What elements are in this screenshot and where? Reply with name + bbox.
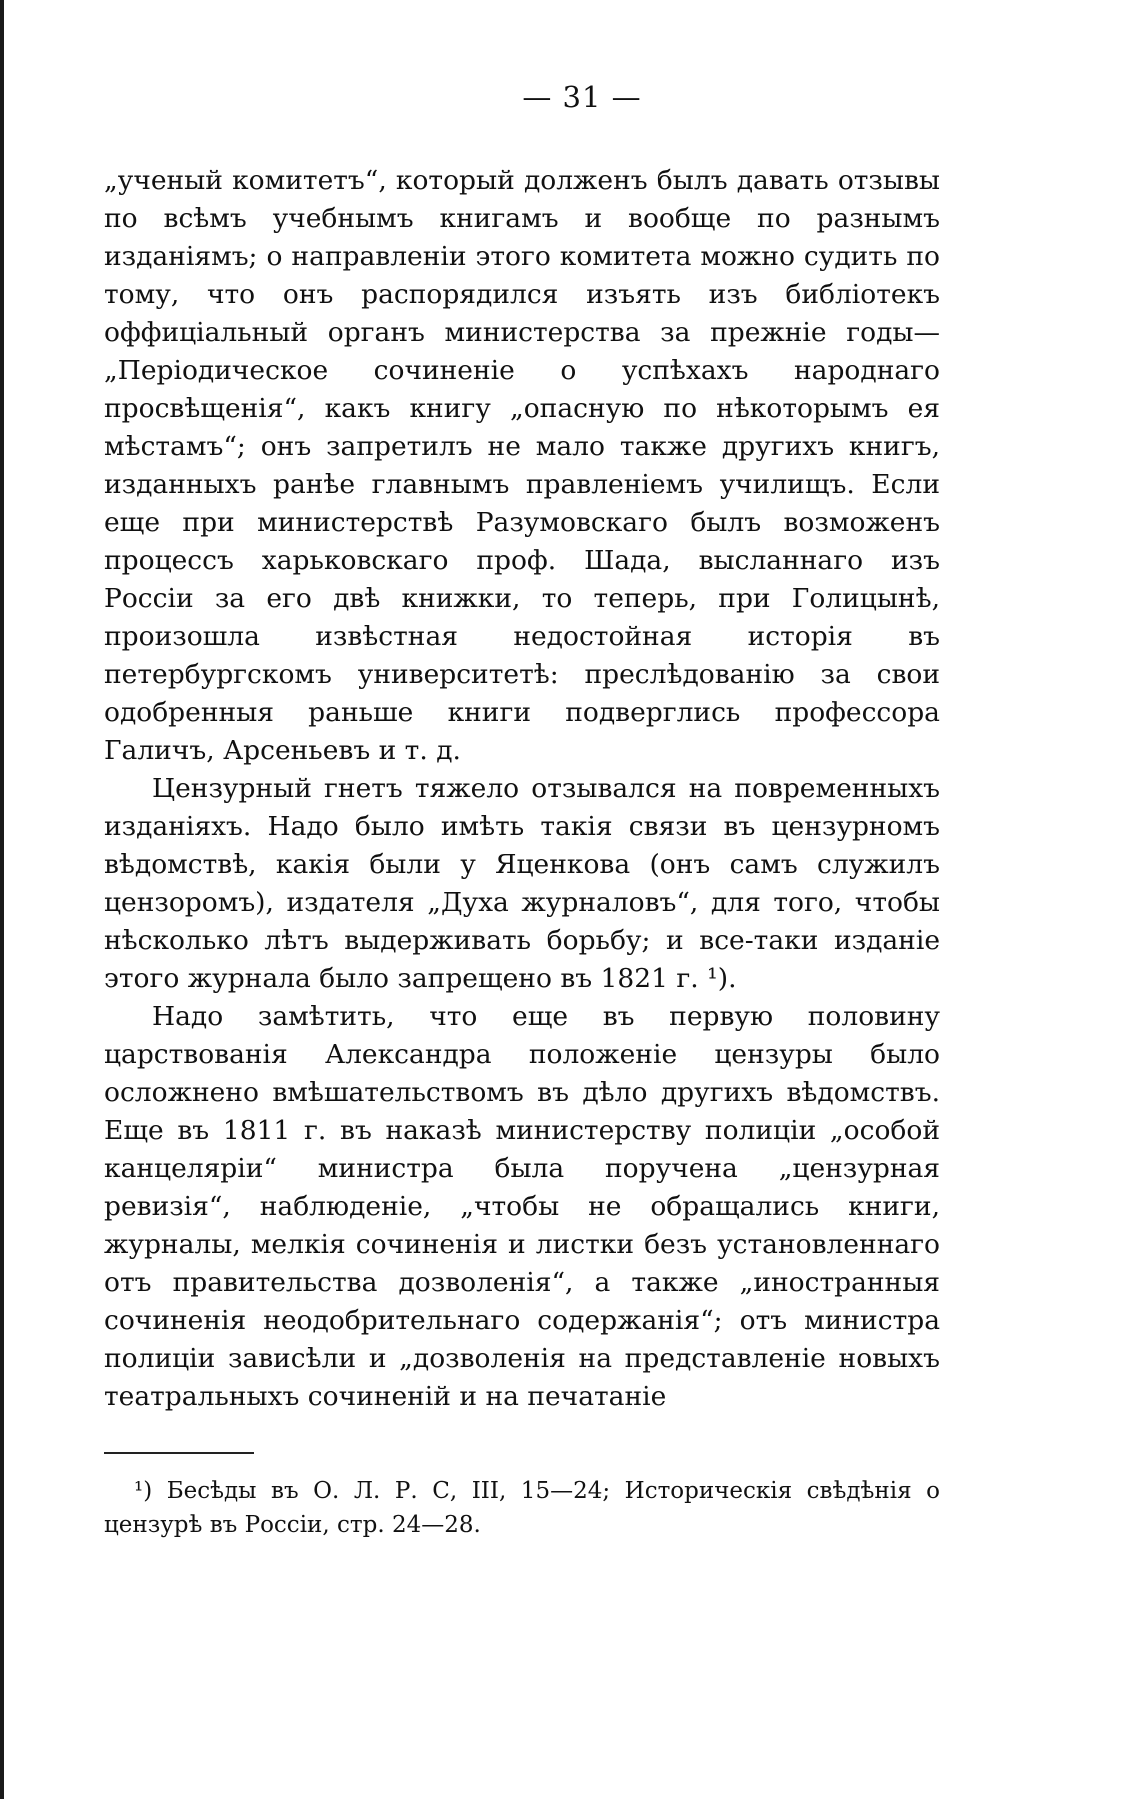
footnote-1: ¹) Бесѣды въ О. Л. Р. С, III, 15—24; Историческія свѣдѣнія о цензурѣ въ Россіи, стр. 24—28. [104, 1478, 940, 1538]
page-left-edge [0, 0, 4, 1799]
page-content [104, 80, 940, 1542]
paragraph-1: „ученый комитетъ“, который долженъ былъ давать отзывы по всѣмъ учебнымъ книгамъ и вообще по разнымъ изданіямъ; о направленіи этого комитета можно судить по тому, что онъ распорядился изъять изъ библіотекъ оффиціальный органъ министерства за прежніе годы—„Періодическое сочиненіе о успѣхахъ народнаго просвѣщенія“, какъ книгу „опасную по нѣкоторымъ ея мѣстамъ“; онъ запретилъ не мало также другихъ книгъ, изданныхъ ранѣе главнымъ правленіемъ училищъ. Если еще при министерствѣ Разумовскаго былъ возможенъ процессъ харьковскаго проф. Шада, высланнаго изъ Россіи за его двѣ книжки, то теперь, при Голицынѣ, произошла извѣстная недостойная исторія въ петербургскомъ университетѣ: преслѣдованію за свои одобренныя раньше книги подверглись профессора Галичъ, Арсеньевъ и т. д. [104, 165, 940, 766]
page-number: — 31 — [522, 80, 642, 114]
paragraph-3: Надо замѣтить, что еще въ первую половину царствованія Александра положеніе цензуры было осложнено вмѣшательствомъ въ дѣло другихъ вѣдомствъ. Еще въ 1811 г. въ наказѣ министерству полиціи „особой канцеляріи“ министра была поручена „цензурная ревизія“, наблюденіе, „чтобы не обращались книги, журналы, мелкія сочиненія и листки безъ установленнаго отъ правительства дозволенія“, а также „иностранныя сочиненія неодобрительнаго содержанія“; отъ министра полиціи зависѣли и „дозволенія на представленіе новыхъ театральныхъ сочиненій и на печатаніе [104, 1001, 940, 1412]
footnote-separator [104, 1452, 254, 1454]
paragraph-2: Цензурный гнетъ тяжело отзывался на повременныхъ изданіяхъ. Надо было имѣть такія связи въ цензурномъ вѣдомствѣ, какія были у Яценкова (онъ самъ служилъ цензоромъ), издателя „Духа журналовъ“, для того, чтобы нѣсколько лѣтъ выдерживать борьбу; и все-таки изданіе этого журнала было запрещено въ 1821 г. ¹). [104, 773, 940, 994]
